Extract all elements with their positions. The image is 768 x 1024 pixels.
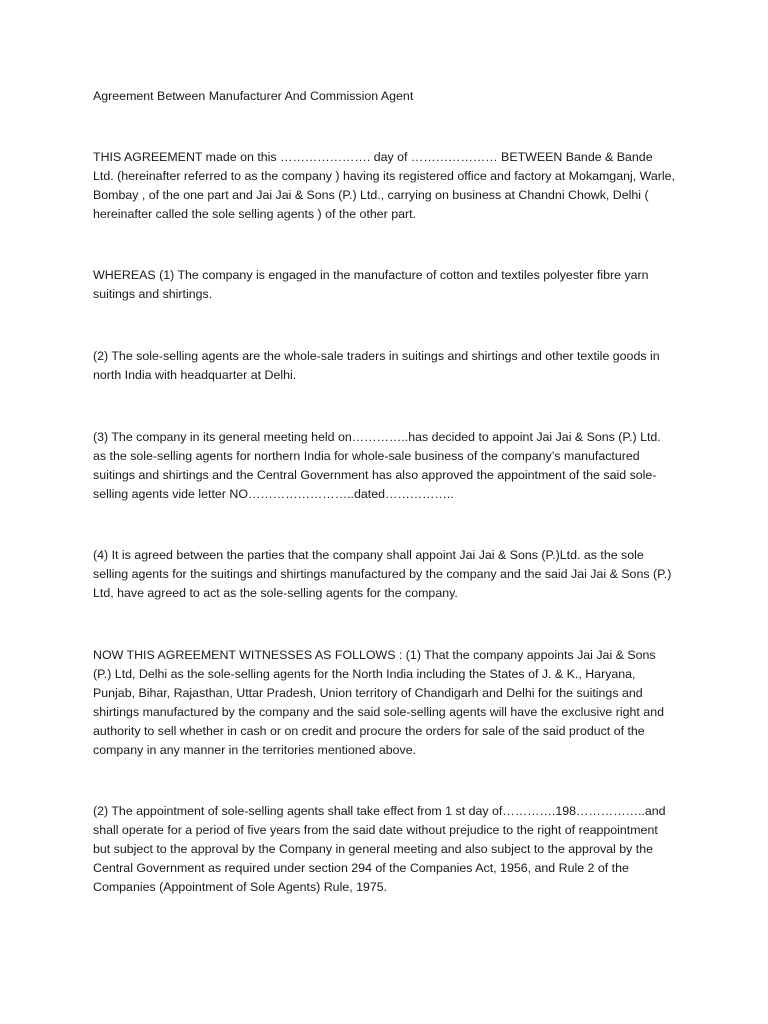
document-title: Agreement Between Manufacturer And Commission Agent xyxy=(93,89,414,103)
witnesses-clause-1: NOW THIS AGREEMENT WITNESSES AS FOLLOWS : (1) That the company appoints Jai Jai & Sons (P.) Ltd, Delhi as the sole-selling agents for the North India including the States of J. & K., Haryana, Punjab, Bihar, Rajasthan, Uttar Pradesh, Union territory of Chandigarh and Delhi for the suitings and shirtings manufactured by the company and the said sole-selling agents will have the exclusive right and authority to sell whether in cash or on credit and procure the orders for sale of the said product of the company in any manner in the territories mentioned above. xyxy=(93,648,664,757)
whereas-clause-2: (2) The sole-selling agents are the whole-sale traders in suitings and shirtings and other textile goods in north India with headquarter at Delhi. xyxy=(93,349,660,382)
whereas-clause-4: (4) It is agreed between the parties that the company shall appoint Jai Jai & Sons (P.)Ltd. as the sole selling agents for the suitings and shirtings manufactured by the company and the said Jai Jai & Sons (P.) Ltd, have agreed to act as the sole-selling agents for the company. xyxy=(93,548,672,600)
agreement-preamble: THIS AGREEMENT made on this …………………. day of ………………… BETWEEN Bande & Bande Ltd. (hereinafter referred to as the company ) having its registered office and factory at Mokamganj, Warle, Bombay , of the one part and Jai Jai & Sons (P.) Ltd., carrying on business at Chandni Chowk, Delhi ( hereinafter called the sole selling agents ) of the other part. xyxy=(93,150,675,221)
whereas-clause-1: WHEREAS (1) The company is engaged in the manufacture of cotton and textiles polyester fibre yarn suitings and shirtings. xyxy=(93,268,649,301)
witnesses-clause-2: (2) The appointment of sole-selling agents shall take effect from 1 st day of………….198……………..and shall operate for a period of five years from the said date without prejudice to the right of reappointment but subject to the approval by the Company in general meeting and also subject to the approval by the Central Government as required under section 294 of the Companies Act, 1956, and Rule 2 of the Companies (Appointment of Sole Agents) Rule, 1975. xyxy=(93,804,666,894)
whereas-clause-3: (3) The company in its general meeting held on…………..has decided to appoint Jai Jai & Sons (P.) Ltd. as the sole-selling agents for northern India for whole-sale business of the company’s manufactured suitings and shirtings and the Central Government has also approved the appointment of the said sole-selling agents vide letter NO……………………..dated…………….. xyxy=(93,430,661,501)
